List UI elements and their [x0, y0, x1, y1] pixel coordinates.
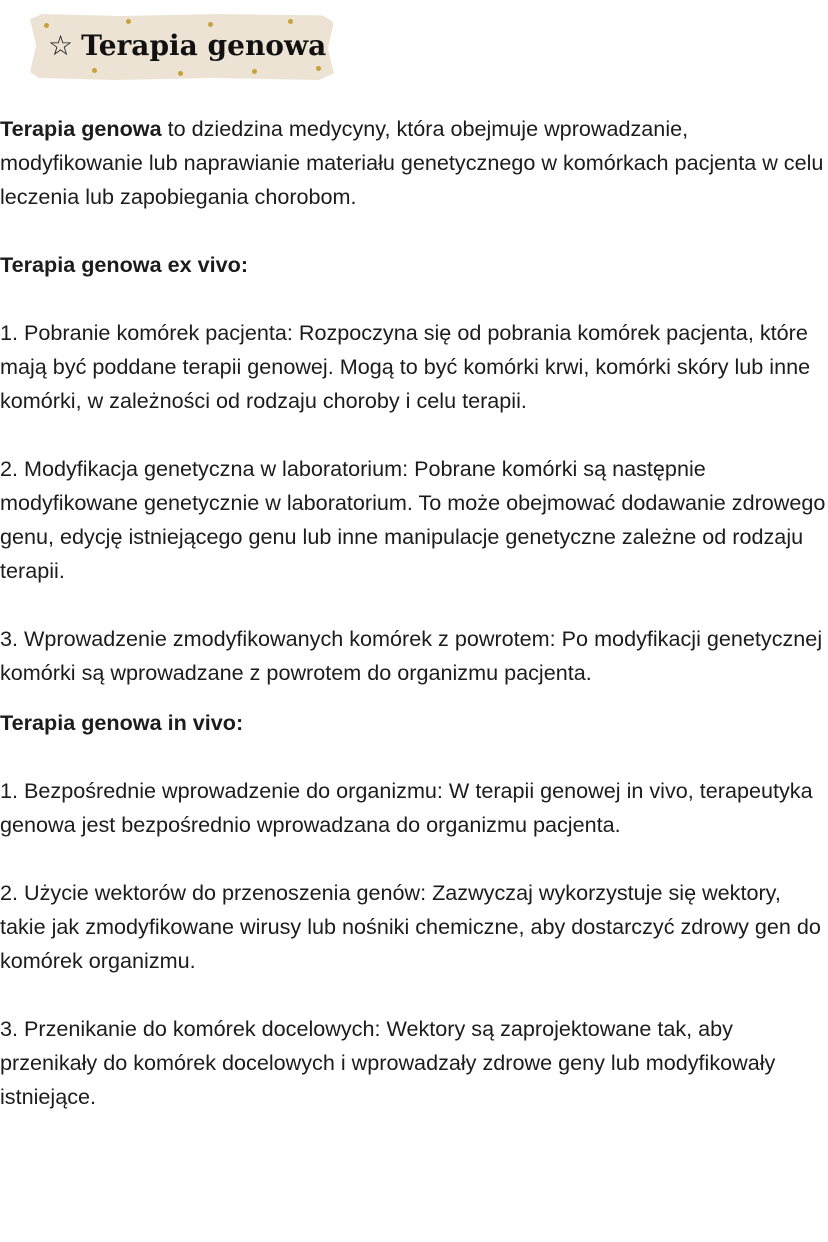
banner-dot — [92, 68, 97, 73]
intro-text: to dziedzina medycyny, która obejmuje wprowadzanie, modyfikowanie lub naprawianie materiału genetycznego w komórkach pacjenta w celu leczenia lub zapobiegania chorobom. — [0, 116, 824, 209]
intro-bold-term: Terapia genowa — [0, 116, 162, 141]
banner-dot — [252, 69, 257, 74]
ex-vivo-heading: Terapia genowa ex vivo: — [0, 252, 249, 277]
ex-vivo-step-3: 3. Wprowadzenie zmodyfikowanych komórek z powrotem: Po modyfikacji genetycznej komórki są wprowadzane z powrotem do organizmu pacjenta. — [0, 626, 823, 685]
in-vivo-step-2: 2. Użycie wektorów do przenoszenia genów: Zazwyczaj wykorzystuje się wektory, takie jak zmodyfikowane wirusy lub nośniki chemiczne, aby dostarczyć zdrowy gen do komórek organizmu. — [0, 880, 821, 973]
in-vivo-step-3: 3. Przenikanie do komórek docelowych: Wektory są zaprojektowane tak, aby przenikały do komórek docelowych i wprowadzały zdrowe geny lub modyfikowały istniejące. — [0, 1016, 776, 1109]
in-vivo-heading: Terapia genowa in vivo: — [0, 710, 244, 735]
banner-dot — [126, 19, 131, 24]
banner-dot — [178, 71, 183, 76]
in-vivo-step-1: 1. Bezpośrednie wprowadzenie do organizmu: W terapii genowej in vivo, terapeutyka genowa jest bezpośrednio wprowadzana do organizmu pacjenta. — [0, 778, 813, 837]
page-title — [48, 26, 326, 66]
document-body — [0, 112, 826, 1114]
ex-vivo-step-1: 1. Pobranie komórek pacjenta: Rozpoczyna się od pobrania komórek pacjenta, które mają być poddane terapii genowej. Mogą to być komórki krwi, komórki skóry lub inne komórki, w zależności od rodzaju choroby i celu terapii. — [0, 320, 811, 413]
banner-dot — [316, 66, 321, 71]
star-icon: ☆ — [48, 29, 74, 62]
ex-vivo-step-2: 2. Modyfikacja genetyczna w laboratorium: Pobrane komórki są następnie modyfikowane genetycznie w laboratorium. To może obejmować dodawanie zdrowego genu, edycję istniejącego genu lub inne manipulacje genetyczne zależne od rodzaju terapii. — [0, 456, 826, 583]
page-title-text: Terapia genowa — [81, 29, 327, 62]
banner-dot — [288, 19, 293, 24]
intro-paragraph — [0, 112, 826, 214]
